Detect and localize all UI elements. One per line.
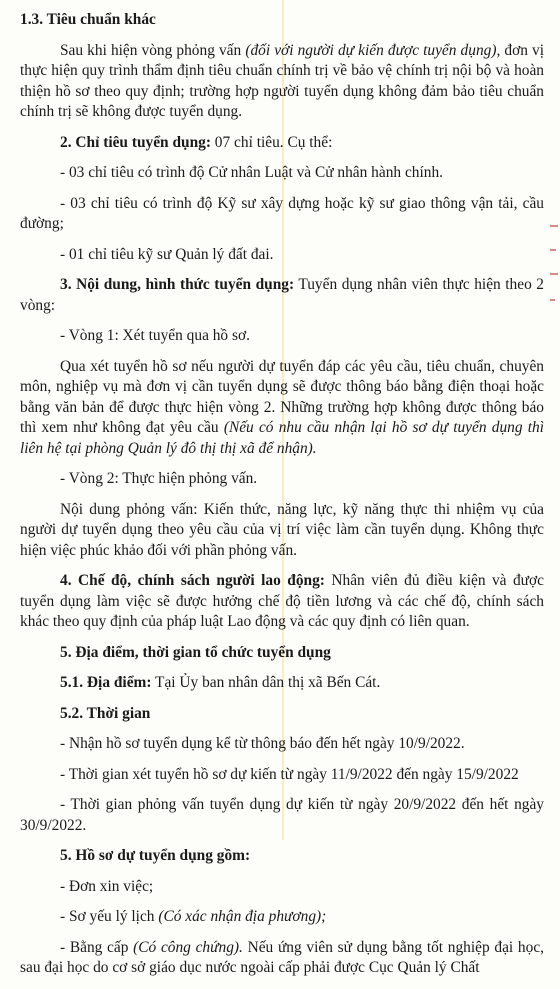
section-5-heading: 5. Địa điểm, thời gian tổ chức tuyển dụng — [60, 643, 331, 661]
section-5b-item-1: - Đơn xin việc; — [60, 877, 154, 895]
section-5b-heading: 5. Hồ sơ dự tuyển dụng gồm: — [60, 847, 251, 864]
section-5-2-item-1: - Nhận hồ sơ tuyển dụng kể từ thông báo đến hết ngày 10/9/2022. — [60, 735, 465, 752]
section-3-paragraph-1: Qua xét tuyển hồ sơ nếu người dự tuyển đáp các yêu cầu, tiêu chuẩn, chuyên môn, nghiệp vụ mà đơn vị cần tuyển dụng sẽ được thông báo bằng điện thoại hoặc bằng văn bản để được thực hiện vòng 2. Những trường hợp không được thông báo thì xem như không đạt yêu cầu (Nếu có nhu cầu nhận lại hồ sơ dự tuyển dụng thì liên hệ tại phòng Quản lý đô thị thị xã để nhận). — [20, 357, 544, 457]
section-5-2-heading: 5.2. Thời gian — [60, 704, 151, 722]
section-3-round-2: - Vòng 2: Thực hiện phỏng vấn. — [60, 470, 258, 487]
section-4-paragraph: 4. Chế độ, chính sách người lao động: Nhân viên đủ điều kiện và được tuyển dụng làm việc sẽ được hưởng chế độ tiền lương và các chế độ, chính sách khác theo quy định của pháp luật Lao động và các quy định có liên quan. — [20, 572, 544, 630]
section-3-paragraph-2: Nội dung phỏng vấn: Kiến thức, năng lực, kỹ năng thực thi nhiệm vụ của người dự tuyển dụng theo yêu cầu của vị trí việc làm cần tuyển dụng. Không thực hiện việc phúc khảo đối với phần phỏng vấn. — [20, 500, 544, 559]
section-2-item-1: - 03 chỉ tiêu có trình độ Cử nhân Luật và Cử nhân hành chính. — [60, 164, 443, 181]
section-2-item-2: - 03 chỉ tiêu có trình độ Kỹ sư xây dựng hoặc kỹ sư giao thông vận tải, cầu đường; — [20, 194, 544, 232]
section-5b-item-2: - Sơ yếu lý lịch (Có xác nhận địa phương); — [60, 908, 327, 925]
section-1-3-heading: 1.3. Tiêu chuẩn khác — [20, 11, 156, 28]
red-stamp-edge-mark — [546, 215, 560, 335]
section-5b-item-3: - Bằng cấp (Có công chứng). Nếu ứng viên sử dụng bằng tốt nghiệp đại học, sau đại học do cơ sở giáo dục nước ngoài cấp phải được Cục Quản lý Chất — [20, 938, 544, 976]
section-1-3-paragraph: Sau khi hiện vòng phỏng vấn (đối với người dự kiến được tuyển dụng), đơn vị thực hiện quy trình thẩm định tiêu chuẩn chính trị về bảo vệ chính trị nội bộ và hoàn thiện hồ sơ theo quy định; trường hợp người tuyển dụng không đảm bảo tiêu chuẩn chính trị sẽ không được tuyển dụng. — [20, 41, 545, 120]
section-3-heading: 3. Nội dung, hình thức tuyển dụng: Tuyển dụng nhân viên thực hiện theo 2 vòng: — [20, 276, 545, 314]
section-5-2-item-2: - Thời gian xét tuyển hồ sơ dự kiến từ ngày 11/9/2022 đến ngày 15/9/2022 — [60, 765, 519, 783]
section-3-round-1: - Vòng 1: Xét tuyển qua hồ sơ. — [60, 327, 250, 344]
section-5-1: 5.1. Địa điểm: Tại Ủy ban nhân dân thị xã Bến Cát. — [60, 674, 381, 691]
section-5-2-item-3: - Thời gian phỏng vấn tuyển dụng dự kiến từ ngày 20/9/2022 đến hết ngày 30/9/2022. — [20, 796, 544, 834]
section-2-heading: 2. Chỉ tiêu tuyển dụng: 07 chỉ tiêu. Cụ thể: — [60, 133, 333, 151]
section-2-item-3: - 01 chỉ tiêu kỹ sư Quản lý đất đai. — [60, 245, 274, 263]
document-body — [20, 10, 544, 989]
